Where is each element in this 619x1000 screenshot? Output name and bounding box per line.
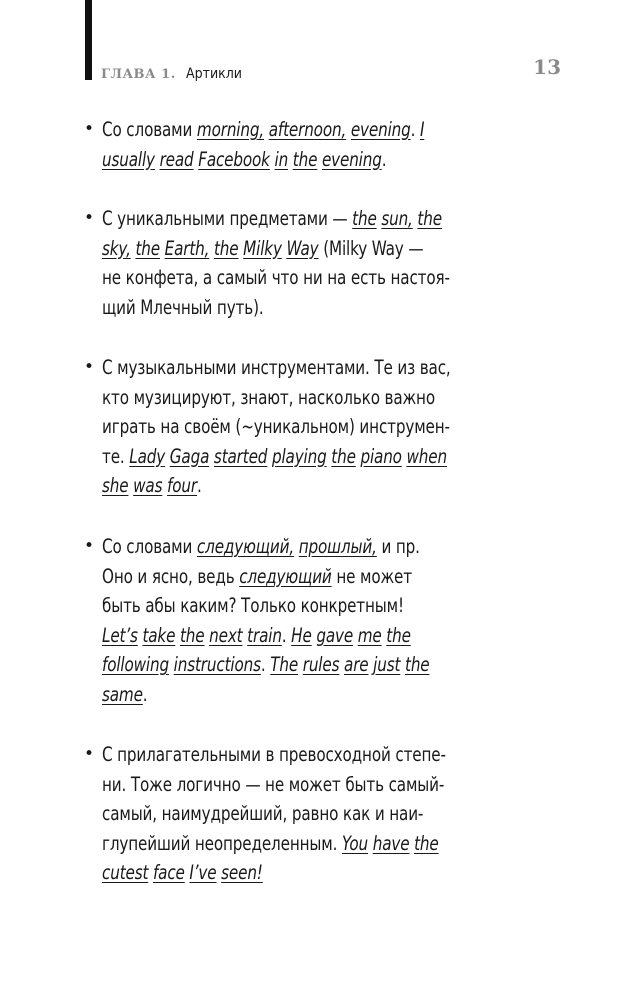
text-segment: . xyxy=(410,118,420,141)
text-segment: . xyxy=(260,653,271,676)
text-line xyxy=(102,562,508,592)
english-example-word: playing xyxy=(271,444,327,468)
text-segment: . xyxy=(196,474,202,497)
paragraph xyxy=(102,353,508,501)
bullet-icon: • xyxy=(84,208,95,228)
english-example-word: when xyxy=(406,444,447,468)
bullet-icon: • xyxy=(84,119,95,139)
text-line xyxy=(102,263,508,293)
english-example-word: I xyxy=(419,118,425,141)
english-example-word: the xyxy=(386,623,411,647)
text-line xyxy=(102,532,508,562)
text-segment: . xyxy=(381,147,387,171)
text-line xyxy=(102,293,508,323)
bullet-icon: • xyxy=(84,744,95,764)
paragraph xyxy=(102,204,508,322)
list-item xyxy=(80,740,510,888)
english-example-word: in xyxy=(274,147,289,171)
english-example-word: rules xyxy=(302,653,340,676)
english-example-word: the xyxy=(179,623,205,647)
running-header xyxy=(101,63,249,82)
english-example-word: Lady xyxy=(129,444,166,468)
text-segment: Со словами xyxy=(102,535,197,558)
english-example-word: Let’s xyxy=(102,623,138,647)
text-line xyxy=(102,829,508,859)
english-example-word: прошлый, xyxy=(298,535,377,558)
english-example-word: read xyxy=(159,147,194,171)
english-example-word: face xyxy=(152,861,185,884)
text-line xyxy=(102,650,508,680)
chapter-label: ГЛАВА 1. xyxy=(101,67,176,82)
text-segment: и пр. xyxy=(376,535,420,558)
text-segment: Со словами xyxy=(102,118,197,141)
text-segment: ни. Тоже логично — не может быть самый- xyxy=(102,772,445,796)
list-item xyxy=(80,353,510,501)
paragraph xyxy=(102,740,508,888)
text-line xyxy=(102,858,508,888)
chapter-marker-bar xyxy=(85,0,92,80)
english-example-word: morning, xyxy=(196,118,265,141)
text-line xyxy=(102,353,508,383)
english-example-word: instructions xyxy=(173,653,261,676)
english-example-word: sun, xyxy=(381,207,413,230)
english-example-word: Milky xyxy=(243,236,282,260)
text-line xyxy=(102,442,508,472)
english-example-word: The xyxy=(270,653,299,676)
text-line xyxy=(102,145,508,175)
text-line xyxy=(102,234,508,264)
text-segment: (Milky Way — xyxy=(318,236,424,260)
english-example-word: He xyxy=(291,623,312,647)
english-example-word: I’ve xyxy=(189,861,217,884)
text-segment: глупейший неопределенным. xyxy=(102,831,342,855)
text-line xyxy=(102,770,508,800)
english-example-word: was xyxy=(133,474,163,497)
english-example-word: cutest xyxy=(102,861,149,884)
english-example-word: gave xyxy=(316,623,354,647)
list-item xyxy=(80,532,510,709)
english-example-word: piano xyxy=(360,444,402,468)
english-example-word: Earth, xyxy=(164,236,210,260)
chapter-title: Артикли xyxy=(186,66,243,82)
english-example-word: the xyxy=(135,236,160,260)
english-example-word: Gaga xyxy=(169,444,210,468)
english-example-word: train xyxy=(247,623,282,647)
english-example-word: следующий, xyxy=(196,535,295,558)
text-segment: кто музицируют, знают, насколько важно xyxy=(102,385,435,409)
text-segment: щий Млечный путь). xyxy=(102,295,264,319)
english-example-word: me xyxy=(357,623,382,647)
english-example-word: Facebook xyxy=(198,147,270,171)
english-example-word: seen! xyxy=(221,861,263,884)
text-line xyxy=(102,740,508,770)
english-example-word: the xyxy=(414,831,439,855)
english-example-word: have xyxy=(372,831,410,855)
list-item xyxy=(80,115,510,174)
english-example-word: the xyxy=(352,207,377,230)
english-example-word: Way xyxy=(286,236,319,260)
text-segment: быть абы каким? Только конкретным! xyxy=(102,594,404,617)
english-example-word: next xyxy=(209,623,243,647)
text-segment: не конфета, а самый что ни на есть настоя- xyxy=(102,266,450,289)
english-example-word: four xyxy=(167,474,197,497)
english-example-word: You xyxy=(341,831,369,855)
english-example-word: evening xyxy=(321,147,382,171)
text-segment: С прилагательными в превосходной степе- xyxy=(102,743,446,766)
text-segment: . xyxy=(142,682,148,706)
english-example-word: take xyxy=(142,623,176,647)
english-example-word: the xyxy=(331,444,356,468)
english-example-word: evening xyxy=(350,118,411,141)
text-line xyxy=(102,383,508,413)
text-segment: самый, наимудрейший, равно как и наи- xyxy=(102,802,424,825)
bullet-icon: • xyxy=(84,536,95,556)
english-example-word: usually xyxy=(102,147,155,171)
english-example-word: are xyxy=(344,653,369,676)
english-example-word: the xyxy=(405,653,430,676)
text-line xyxy=(102,591,508,621)
text-line xyxy=(102,471,508,501)
english-example-word: started xyxy=(213,444,268,468)
text-line xyxy=(102,115,508,145)
english-example-word: she xyxy=(102,474,129,497)
english-example-word: just xyxy=(373,653,401,676)
text-line xyxy=(102,204,508,234)
english-example-word: afternoon, xyxy=(268,118,347,141)
text-segment: играть на своём (~уникальном) инструмен- xyxy=(102,415,450,438)
text-line xyxy=(102,412,508,442)
text-segment: . xyxy=(281,623,292,647)
english-example-word: the xyxy=(214,236,239,260)
english-example-word: following xyxy=(102,653,169,676)
page-number: 13 xyxy=(533,55,561,79)
bullet-icon: • xyxy=(84,357,95,377)
text-line xyxy=(102,799,508,829)
text-segment: С уникальными предметами — xyxy=(102,207,353,230)
english-example-word: следующий xyxy=(239,564,332,588)
paragraph xyxy=(102,115,508,174)
english-example-word: the xyxy=(292,147,318,171)
list-item xyxy=(80,204,510,322)
text-line xyxy=(102,680,508,710)
text-segment: Оно и ясно, ведь xyxy=(102,564,240,588)
english-example-word: same xyxy=(102,682,143,706)
english-example-word: the xyxy=(417,207,442,230)
text-segment: не может xyxy=(331,564,412,588)
text-segment: С музыкальными инструментами. Те из вас, xyxy=(102,356,451,379)
english-example-word: sky, xyxy=(102,236,131,260)
text-segment: те. xyxy=(102,444,130,468)
paragraph xyxy=(102,532,508,709)
text-line xyxy=(102,621,508,651)
